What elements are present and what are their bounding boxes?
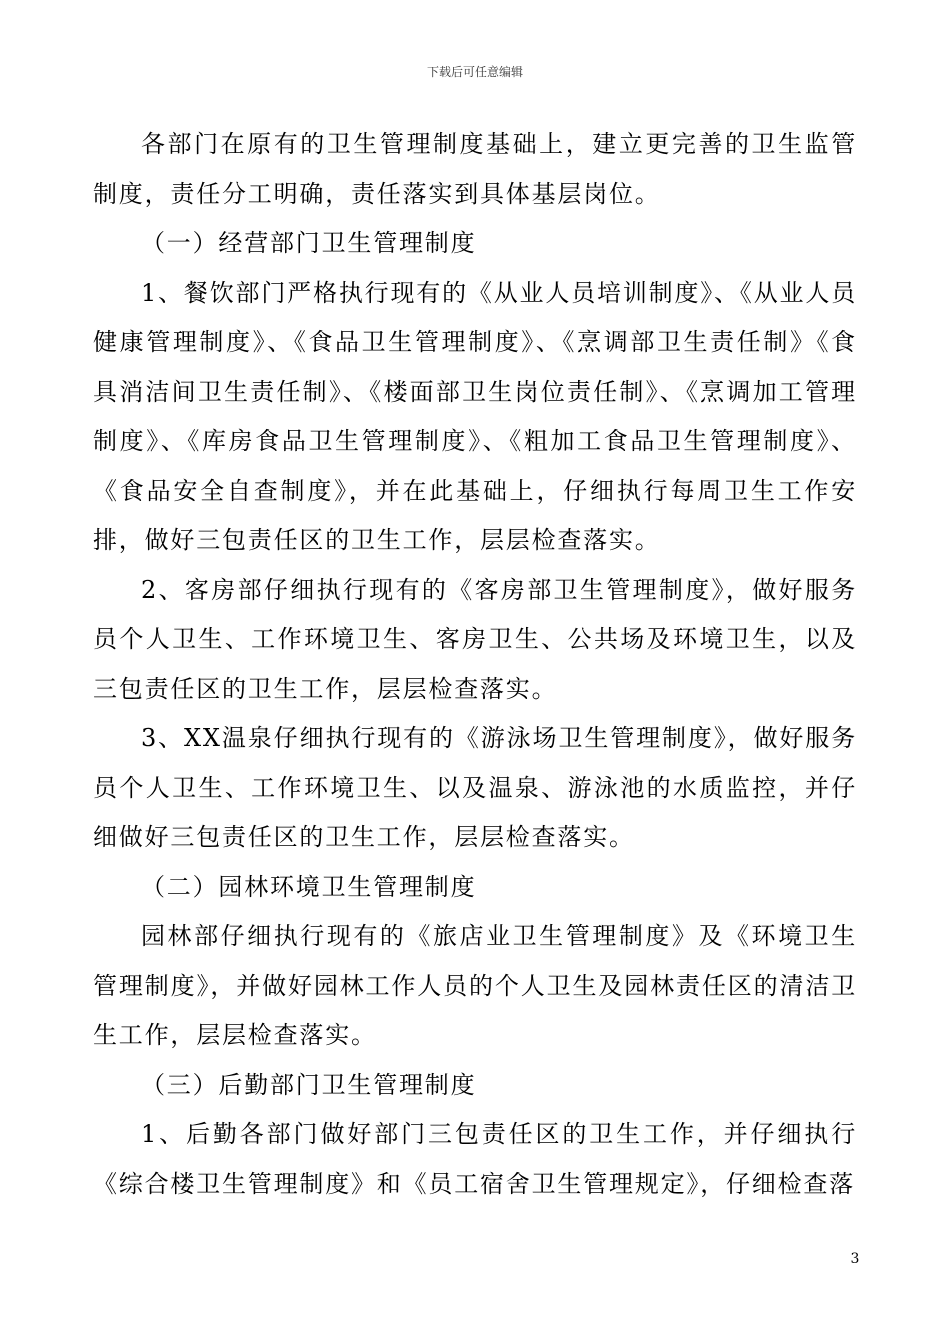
page-number: 3 [850,1251,860,1267]
paragraph-garden: 园林部仔细执行现有的《旅店业卫生管理制度》及《环境卫生管理制度》，并做好园林工作人员的个人卫生及园林责任区的清洁卫生工作，层层检查落实。 [93,922,857,1049]
document-body [93,120,857,1209]
paragraph-housekeeping: 2、客房部仔细执行现有的《客房部卫生管理制度》，做好服务员个人卫生、工作环境卫生、客房卫生、公共场及环境卫生，以及三包责任区的卫生工作，层层检查落实。 [93,575,857,703]
paragraph-catering: 1、餐饮部门严格执行现有的《从业人员培训制度》、《从业人员健康管理制度》、《食品卫生管理制度》、《烹调部卫生责任制》《食具消洁间卫生责任制》、《楼面部卫生岗位责任制》、《烹调加工管理制度》、《库房食品卫生管理制度》、《粗加工食品卫生管理制度》、《食品安全自查制度》，并在此基础上，仔细执行每周卫生工作安排，做好三包责任区的卫生工作，层层检查落实。 [93,278,857,554]
section-heading-business: （一）经营部门卫生管理制度 [141,229,477,257]
section-heading-garden: （二）园林环境卫生管理制度 [141,872,477,901]
section-heading-logistics: （三）后勤部门卫生管理制度 [141,1070,477,1099]
page-header: 下载后可任意编辑 [426,65,523,79]
paragraph-logistics: 1、后勤各部门做好部门三包责任区的卫生工作，并仔细执行《综合楼卫生管理制度》和《员工宿舍卫生管理规定》，仔细检查落 [93,1120,857,1198]
paragraph-intro: 各部门在原有的卫生管理制度基础上，建立更完善的卫生监管制度，责任分工明确，责任落实到具体基层岗位。 [93,130,857,208]
paragraph-hot-spring: 3、XX温泉仔细执行现有的《游泳场卫生管理制度》，做好服务员个人卫生、工作环境卫生、以及温泉、游泳池的水质监控，并仔细做好三包责任区的卫生工作，层层检查落实。 [93,724,857,851]
